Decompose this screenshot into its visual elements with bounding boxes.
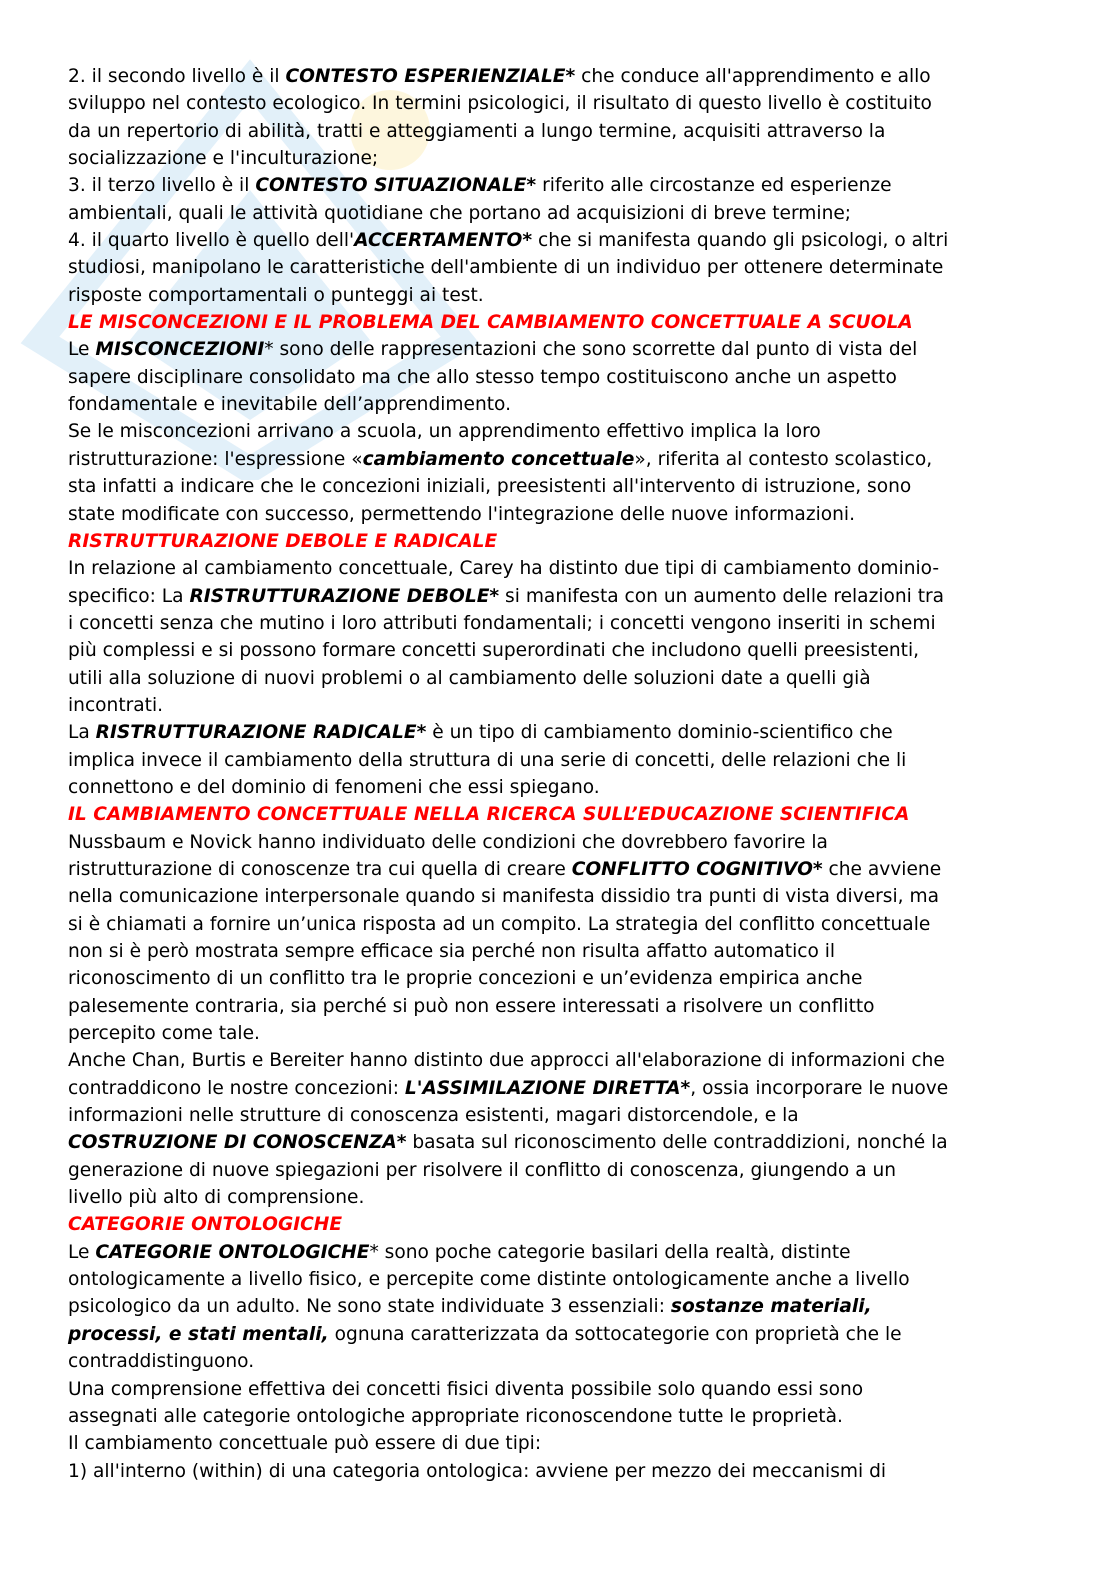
document-body: [68, 63, 1058, 1485]
section-heading: CATEGORIE ONTOLOGICHE: [68, 1214, 343, 1236]
key-term: MISCONCEZIONI: [95, 339, 265, 361]
key-term: RISTRUTTURAZIONE RADICALE*: [95, 722, 427, 744]
text-line: 4. il quarto livello è quello dell'ACCERTAMENTO* che si manifesta quando gli psicologi, o altri: [68, 230, 949, 252]
text-line: risposte comportamentali o punteggi ai test.: [68, 284, 484, 306]
text-line: state modificate con successo, permettendo l'integrazione delle nuove informazioni.: [68, 503, 855, 525]
section-heading: IL CAMBIAMENTO CONCETTUALE NELLA RICERCA SULL’EDUCAZIONE SCIENTIFICA: [68, 804, 910, 826]
text-line: assegnati alle categorie ontologiche appropriate riconoscendone tutte le proprietà.: [68, 1405, 843, 1427]
text-line: specifico: La RISTRUTTURAZIONE DEBOLE* si manifesta con un aumento delle relazioni tra: [68, 585, 945, 607]
text-line: palesemente contraria, sia perché si può non essere interessati a risolvere un conflitto: [68, 995, 875, 1017]
text-line: riconoscimento di un conflitto tra le proprie concezioni e un’evidenza empirica anche: [68, 968, 863, 990]
text-line: informazioni nelle strutture di conoscenza esistenti, magari distorcendole, e la: [68, 1105, 799, 1127]
text-line: 3. il terzo livello è il CONTESTO SITUAZIONALE* riferito alle circostanze ed esperienze: [68, 175, 892, 197]
text-line: Le MISCONCEZIONI* sono delle rappresentazioni che sono scorrette dal punto di vista del: [68, 339, 918, 361]
text-line: Se le misconcezioni arrivano a scuola, un apprendimento effettivo implica la loro: [68, 421, 821, 443]
text-line: psicologico da un adulto. Ne sono state individuate 3 essenziali: sostanze materiali,: [68, 1296, 872, 1318]
text-line: da un repertorio di abilità, tratti e atteggiamenti a lungo termine, acquisiti attraverso la: [68, 120, 886, 142]
text-line: 1) all'interno (within) di una categoria ontologica: avviene per mezzo dei meccanismi di: [68, 1460, 887, 1482]
key-term: ACCERTAMENTO*: [354, 230, 533, 252]
text-line: La RISTRUTTURAZIONE RADICALE* è un tipo di cambiamento dominio-scientifico che: [68, 722, 893, 744]
text-line: studiosi, manipolano le caratteristiche dell'ambiente di un individuo per ottenere determinate: [68, 257, 944, 279]
text-line: ambientali, quali le attività quotidiane che portano ad acquisizioni di breve termine;: [68, 202, 852, 224]
text-line: non si è però mostrata sempre efficace sia perché non risulta affatto automatico il: [68, 941, 836, 962]
text-line: Il cambiamento concettuale può essere di due tipi:: [68, 1433, 542, 1455]
section-heading: LE MISCONCEZIONI E IL PROBLEMA DEL CAMBIAMENTO CONCETTUALE A SCUOLA: [68, 312, 913, 334]
text-line: implica invece il cambiamento della struttura di una serie di concetti, delle relazioni che li: [68, 749, 907, 771]
key-term: CONTESTO SITUAZIONALE*: [255, 175, 537, 197]
text-line: più complessi e si possono formare concetti superordinati che includono quelli preesistenti,: [68, 640, 920, 662]
text-line: COSTRUZIONE DI CONOSCENZA* basata sul riconoscimento delle contraddizioni, nonché la: [68, 1132, 948, 1154]
section-heading: RISTRUTTURAZIONE DEBOLE E RADICALE: [68, 530, 498, 552]
text-line: ristrutturazione di conoscenze tra cui quella di creare CONFLITTO COGNITIVO* che avviene: [68, 858, 942, 880]
text-line: i concetti senza che mutino i loro attributi fondamentali; i concetti vengono inseriti in schemi: [68, 612, 936, 634]
text-line: ontologicamente a livello fisico, e percepite come distinte ontologicamente anche a livello: [68, 1269, 910, 1291]
text-line: si è chiamati a fornire un’unica risposta ad un compito. La strategia del conflitto concettuale: [68, 913, 931, 935]
key-term: COSTRUZIONE DI CONOSCENZA*: [68, 1132, 407, 1154]
text-line: Le CATEGORIE ONTOLOGICHE* sono poche categorie basilari della realtà, distinte: [68, 1241, 851, 1263]
text-line: Nussbaum e Novick hanno individuato delle condizioni che dovrebbero favorire la: [68, 831, 828, 853]
text-line: utili alla soluzione di nuovi problemi o al cambiamento delle soluzioni date a quelli già: [68, 667, 871, 689]
text-line: connettono e del dominio di fenomeni che essi spiegano.: [68, 776, 600, 798]
key-term: CONFLITTO COGNITIVO*: [571, 858, 823, 880]
text-line: sapere disciplinare consolidato ma che allo stesso tempo costituiscono anche un aspetto: [68, 366, 897, 388]
text-line: In relazione al cambiamento concettuale, Carey ha distinto due tipi di cambiamento dominio-: [68, 558, 940, 580]
key-term: processi, e stati mentali,: [68, 1323, 329, 1345]
text-line: processi, e stati mentali, ognuna caratterizzata da sottocategorie con proprietà che le: [68, 1323, 902, 1345]
key-term: RISTRUTTURAZIONE DEBOLE*: [189, 585, 500, 607]
text-line: generazione di nuove spiegazioni per risolvere il conflitto di conoscenza, giungendo a un: [68, 1159, 897, 1181]
text-line: Anche Chan, Burtis e Bereiter hanno distinto due approcci all'elaborazione di informazioni che: [68, 1050, 945, 1072]
key-term: CATEGORIE ONTOLOGICHE: [95, 1241, 370, 1263]
key-term: sostanze materiali,: [670, 1296, 872, 1318]
key-term: L'ASSIMILAZIONE DIRETTA*: [404, 1077, 691, 1099]
text-line: 2. il secondo livello è il CONTESTO ESPERIENZIALE* che conduce all'apprendimento e allo: [68, 66, 931, 87]
text-line: Una comprensione effettiva dei concetti fisici diventa possibile solo quando essi sono: [68, 1378, 864, 1400]
text-line: fondamentale e inevitabile dell’apprendimento.: [68, 394, 512, 416]
text-line: sta infatti a indicare che le concezioni iniziali, preesistenti all'intervento di istruzione, sono: [68, 476, 912, 498]
text-line: ristrutturazione: l'espressione «cambiamento concettuale», riferita al contesto scolastico,: [68, 448, 933, 470]
text-line: contraddicono le nostre concezioni: L'ASSIMILAZIONE DIRETTA*, ossia incorporare le nuove: [68, 1077, 949, 1099]
text-line: livello più alto di comprensione.: [68, 1187, 365, 1209]
text-line: incontrati.: [68, 694, 164, 716]
text-line: percepito come tale.: [68, 1023, 260, 1045]
key-term: cambiamento concettuale: [362, 448, 635, 470]
text-line: sviluppo nel contesto ecologico. In termini psicologici, il risultato di questo livello è costituito: [68, 93, 932, 115]
text-line: contraddistinguono.: [68, 1351, 255, 1373]
key-term: CONTESTO ESPERIENZIALE*: [285, 66, 576, 87]
text-line: socializzazione e l'inculturazione;: [68, 148, 379, 170]
text-line: nella comunicazione interpersonale quando si manifesta dissidio tra punti di vista diversi, ma: [68, 886, 939, 908]
